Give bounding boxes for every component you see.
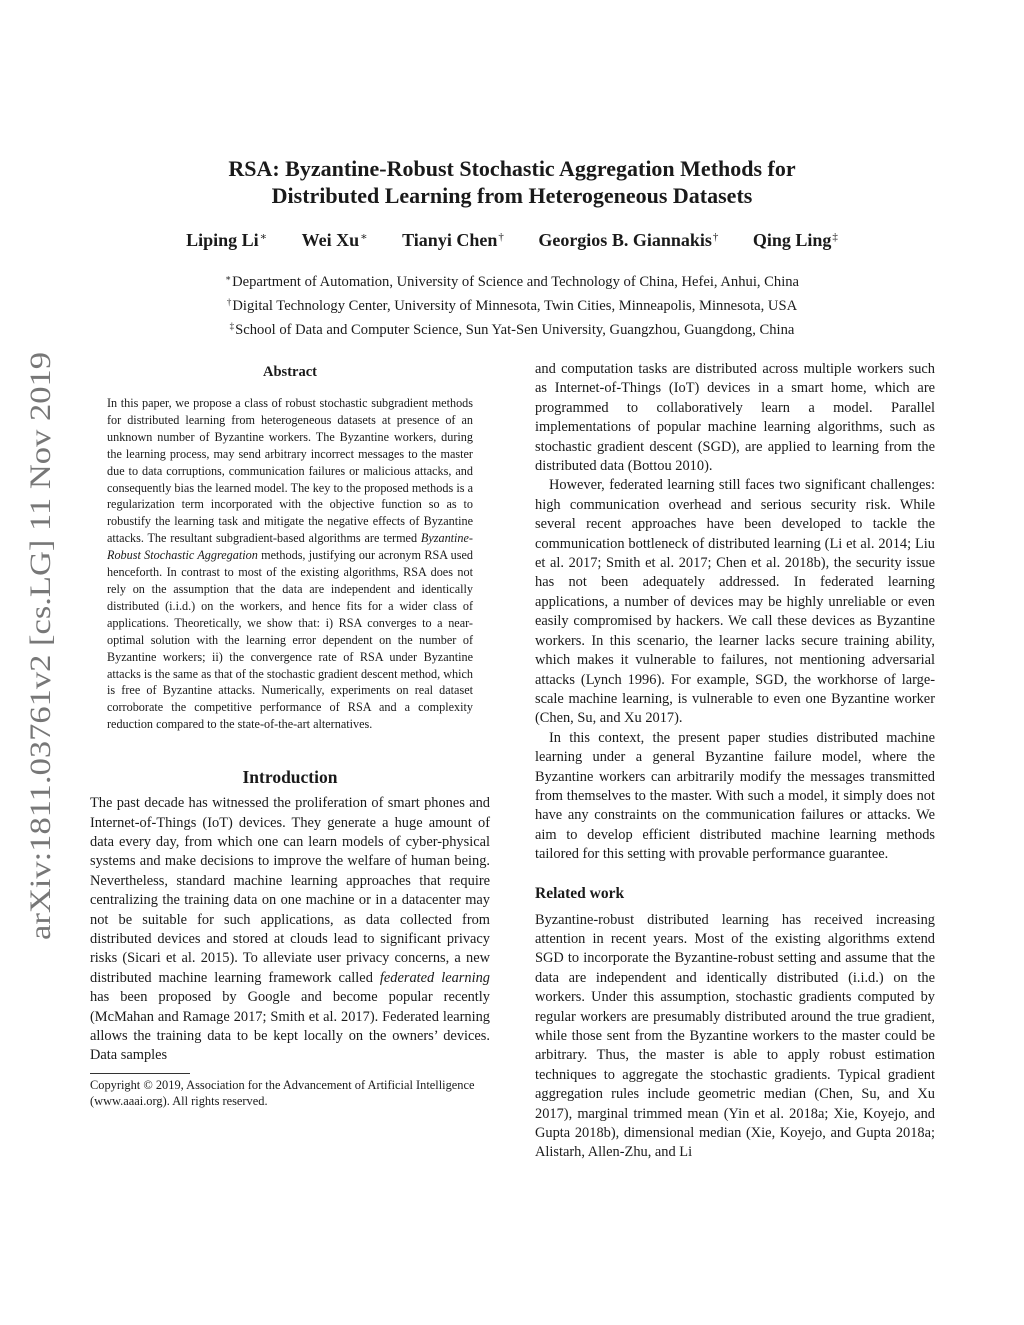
author	[538, 230, 718, 251]
author	[186, 230, 267, 251]
author-mark: †	[712, 231, 719, 243]
author-mark: ‡	[832, 231, 838, 243]
author-mark: ∗	[259, 231, 268, 243]
author	[402, 230, 504, 251]
author	[753, 230, 838, 251]
abstract-text-part-1: In this paper, we propose a class of robust stochastic subgradient methods for distributed learning from heterogeneous datasets at presence of an unknown number of Byzantine workers. The Byzantine workers, during the learning process, may send arbitrary incorrect messages to the master due to data corruptions, communication failures or malicious attacks, and consequently bias the learned model. The key to the proposed methods is a regularization term incorporated with the objective function so as to robustify the learning task and mitigate the negative effects of Byzantine attacks. The resultant subgradient-based algorithms are termed	[107, 396, 473, 546]
affiliation-mark: ∗	[224, 273, 232, 283]
author-mark: †	[498, 231, 504, 243]
arxiv-identifier-text: arXiv:1811.03761v2 [cs.LG] 11 Nov 2019	[24, 428, 57, 940]
related-work-paragraph: Byzantine-robust distributed learning has received increasing attention in recent years. Most of the existing algorithms extend SGD to incorporate the Byzantine-robust setting and assume that the data are independent and identically distributed (i.i.d.) on the workers. Under this assumption, stochastic gradients computed by regular workers are presumably distributed around the true gradient, while those sent from the Byzantine workers to the master could be arbitrary. Thus, the master is able to apply robust estimation techniques to aggregate the stochastic gradients. Typical gradient aggregation rules include geometric median (Chen, Su, and Xu 2017), marginal trimmed mean (Yin et al. 2018a; Xie, Koyejo, and Gupta 2018b), dimensional median (Xie, Koyejo, and Gupta 2018a; Alistarh, Allen-Zhu, and Li	[535, 911, 935, 1161]
related-work-heading: Related work	[535, 884, 625, 902]
abstract-heading: Abstract	[263, 364, 317, 380]
body-paragraph: and computation tasks are distributed across multiple workers such as Internet-of-Things (IoT) devices in a smart home, which are programmed to collaboratively learn a model. Parallel implementations of popular machine learning algorithms, such as stochastic gradient descent (SGD), are applied to learning from the distributed data (Bottou 2010).	[535, 361, 935, 475]
abstract-italic-term: Byzantine-Robust Stochastic Aggregation	[107, 531, 473, 563]
author-name: Tianyi Chen	[402, 230, 498, 250]
author-name: Qing Ling	[752, 230, 832, 250]
arxiv-identifier-stamp	[18, 350, 58, 940]
abstract-text-part-2: methods, justifying our acronym RSA used henceforth. In contrast to most of the existing algorithms, RSA does not rely on the assumption that the data are independent and identically distributed (i.i.d.) on the workers, and hence fits for a wider class of applications. Theoretically, we show that: i) RSA converges to a near-optimal solution with the learning error dependent on the number of Byzantine workers; ii) the convergence rate of RSA under Byzantine attacks is the same as that of the stochastic gradient descent method, which is free of Byzantine attacks. Numerically, experiments on real dataset corroborate the competitive performance of RSA and a complexity reduction compared to the state-of-the-art alternatives.	[107, 548, 473, 732]
author-name: Liping Li	[186, 230, 259, 250]
affiliation-text: School of Data and Computer Science, Sun Yat-Sen University, Guangzhou, Guangdong, China	[235, 322, 795, 338]
introduction-heading: Introduction	[242, 767, 338, 788]
footnote-divider	[90, 1073, 190, 1074]
introduction-paragraph	[90, 794, 490, 1066]
paper-title	[0, 155, 1024, 209]
paper-title-line-1: RSA: Byzantine-Robust Stochastic Aggregation Methods for	[228, 156, 796, 181]
affiliation-mark: †	[226, 297, 232, 307]
affiliation-text: Digital Technology Center, University of Minnesota, Twin Cities, Minneapolis, Minnesota, USA	[232, 298, 798, 314]
affiliation-list	[0, 268, 1024, 340]
right-column	[535, 360, 935, 1163]
introduction-text-part-1: The past decade has witnessed the proliferation of smart phones and Internet-of-Things (IoT) devices. They generate a huge amount of data every day, from which one can learn models of cyber-physical systems and make decisions to improve the welfare of human being. Nevertheless, standard machine learning approaches that require centralizing the training data on one machine or in a datacenter may not be suitable for such applications, as data collected from distributed devices and stored at clouds lead to significant privacy risks (Sicari et al. 2015). To alleviate user privacy concerns, a new distributed machine learning framework called	[90, 795, 490, 986]
affiliation	[0, 316, 1024, 340]
introduction-text-part-2: has been proposed by Google and become popular recently (McMahan and Ramage 2017; Smith et al. 2017). Federated learning allows the training data to be kept locally on the owners’ devices. Data samples	[90, 989, 490, 1064]
affiliation	[0, 268, 1024, 292]
author-name: Wei Xu	[301, 230, 360, 250]
body-paragraph: In this context, the present paper studies distributed machine learning under a general Byzantine failure model, where the Byzantine workers can arbitrarily modify the messages transmitted from themselves to the master. With such a model, it simply does not have any constraints on the communication failures or attacks. We aim to develop efficient distributed machine learning methods tailored for this setting with provable performance guarantee.	[535, 729, 935, 863]
author-mark: ∗	[360, 231, 368, 243]
author-list	[0, 230, 1024, 251]
author	[302, 230, 368, 251]
left-column	[90, 360, 490, 1110]
affiliation	[0, 292, 1024, 316]
abstract-body	[107, 395, 473, 733]
introduction-italic-term: federated learning	[379, 969, 490, 986]
author-name: Georgios B. Giannakis	[538, 230, 712, 250]
body-paragraph: However, federated learning still faces two significant challenges: high communication overhead and serious security risk. While several recent approaches have been developed to tackle the communication bottleneck of distributed learning (Li et al. 2014; Liu et al. 2017; Smith et al. 2017; Chen et al. 2018b), the security issue has not been adequately addressed. In federated learning applications, a number of devices may be highly unreliable or even easily compromised by hackers. We call these devices as Byzantine workers. In this scenario, the learner lacks secure training ability, which makes it vulnerable to failures, not mentioning adversarial attacks (Lynch 1996). For example, SGD, the workhorse of large-scale machine learning, is vulnerable to even one Byzantine worker (Chen, Su, and Xu 2017).	[535, 477, 935, 727]
copyright-footnote: Copyright © 2019, Association for the Advancement of Artificial Intelligence (www.aaai.org). All rights reserved.	[90, 1077, 475, 1109]
paper-title-line-2: Distributed Learning from Heterogeneous Datasets	[271, 183, 753, 208]
affiliation-mark: ‡	[229, 321, 235, 331]
affiliation-text: Department of Automation, University of Science and Technology of China, Hefei, Anhui, China	[232, 274, 800, 290]
